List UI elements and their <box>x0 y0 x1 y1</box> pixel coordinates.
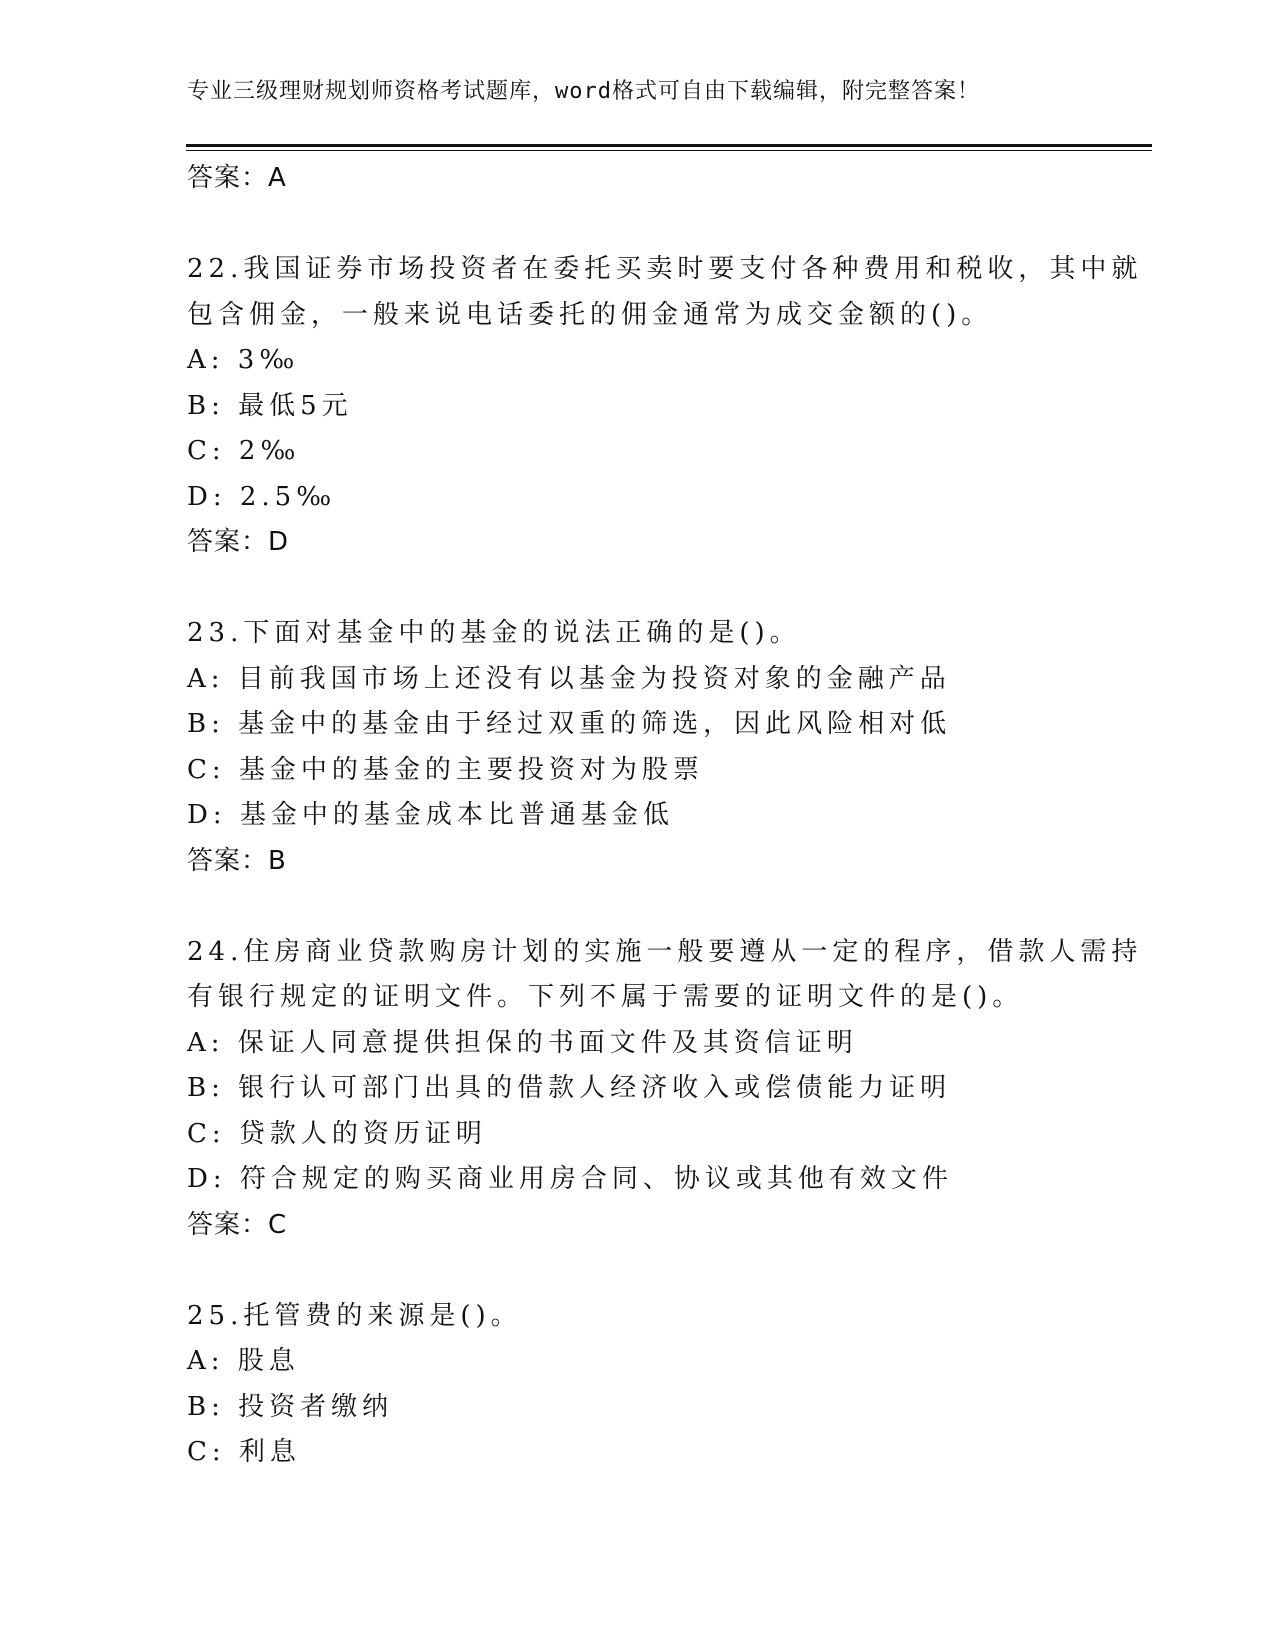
question-list <box>187 156 1143 1476</box>
spacer <box>187 884 1087 930</box>
question-stem: 25.托管费的来源是()。 <box>187 1300 522 1331</box>
option-b: B: 最低5元 <box>187 390 353 421</box>
option-a: A: 目前我国市场上还没有以基金为投资对象的金融产品 <box>187 663 951 694</box>
option-d: D: 2.5‰ <box>187 481 337 512</box>
option-c: C: 贷款人的资历证明 <box>187 1118 487 1149</box>
question-stem: 23.下面对基金中的基金的说法正确的是()。 <box>187 618 801 648</box>
question-block <box>187 247 1143 566</box>
header-rule-thin <box>186 150 1152 151</box>
question-stem: 22.我国证券市场投资者在委托买卖时要支付各种费用和税收，其中就 <box>187 254 1143 284</box>
option-d: D: 符合规定的购买商业用房合同、协议或其他有效文件 <box>187 1164 953 1194</box>
option-a: A: 保证人同意提供担保的书面文件及其资信证明 <box>187 1027 858 1058</box>
option-b: B: 银行认可部门出具的借款人经济收入或偿债能力证明 <box>187 1073 952 1103</box>
header-rule-thick <box>186 144 1152 147</box>
question-block <box>187 611 1087 884</box>
question-stem: 有银行规定的证明文件。下列不属于需要的证明文件的是()。 <box>187 982 1024 1012</box>
spacer <box>187 1248 1087 1294</box>
option-a: A: 3‰ <box>187 345 300 375</box>
page-header: 专业三级理财规划师资格考试题库，word格式可自由下载编辑，附完整答案！ <box>187 79 980 104</box>
spacer <box>187 202 1087 248</box>
option-d: D: 基金中的基金成本比普通基金低 <box>187 800 674 830</box>
question-block <box>187 1294 1087 1476</box>
question-stem: 包含佣金，一般来说电话委托的佣金通常为成交金额的()。 <box>187 299 993 330</box>
option-a: A: 股息 <box>187 1346 300 1376</box>
answer-line: 答案：C <box>187 1209 288 1240</box>
spacer <box>187 566 1087 612</box>
option-b: B: 基金中的基金由于经过双重的筛选，因此风险相对低 <box>187 709 952 739</box>
option-c: C: 利息 <box>187 1437 301 1467</box>
answer-line: 答案：A <box>187 163 287 193</box>
question-block <box>187 930 1143 1249</box>
option-b: B: 投资者缴纳 <box>187 1391 394 1422</box>
question-stem: 24.住房商业贷款购房计划的实施一般要遵从一定的程序，借款人需持 <box>187 936 1143 967</box>
answer-line: 答案：B <box>187 845 287 876</box>
option-c: C: 基金中的基金的主要投资对为股票 <box>187 754 704 785</box>
answer-line: 答案：D <box>187 527 290 557</box>
option-c: C: 2‰ <box>187 436 301 466</box>
